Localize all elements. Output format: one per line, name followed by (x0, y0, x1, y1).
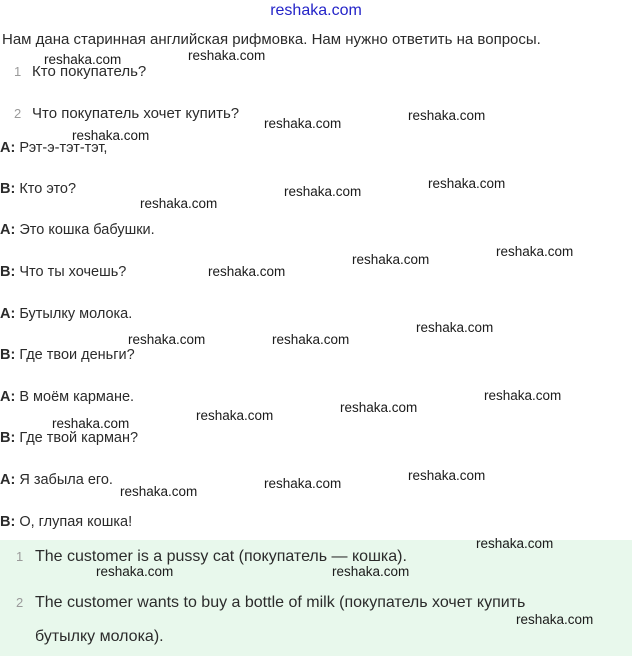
watermark: reshaka.com (52, 416, 130, 431)
dialogue-text: Рэт-э-тэт-тэт, (19, 140, 108, 156)
dialogue-text: Кто это? (19, 181, 77, 197)
watermark: reshaka.com (188, 48, 266, 63)
watermark: reshaka.com (196, 408, 274, 423)
speaker-label: A: (0, 306, 16, 322)
speaker-label: A: (0, 140, 16, 156)
speaker-label: B: (0, 264, 16, 280)
watermark: reshaka.com (484, 388, 562, 403)
question-number: 2 (14, 106, 22, 121)
question-number: 1 (14, 64, 22, 79)
answer-2 (16, 592, 626, 614)
dialogue-line (0, 220, 155, 240)
dialogue-text: В моём кармане. (19, 389, 135, 405)
question-text: Что покупатель хочет купить? (32, 105, 240, 122)
dialogue-line (0, 179, 76, 199)
answer-number: 1 (16, 549, 24, 564)
watermark: reshaka.com (352, 252, 430, 267)
watermark: reshaka.com (208, 264, 286, 279)
watermark: reshaka.com (516, 612, 594, 627)
question-2 (14, 104, 239, 124)
answer-2-continuation: бутылку молока). (35, 628, 164, 645)
intro-text: Нам дана старинная английская рифмовка. Нам нужно ответить на вопросы. (2, 31, 541, 48)
watermark: reshaka.com (408, 468, 486, 483)
dialogue-text: Я забыла его. (19, 472, 113, 488)
watermark: reshaka.com (332, 564, 410, 579)
speaker-label: B: (0, 430, 16, 446)
dialogue-line (0, 262, 126, 282)
watermark: reshaka.com (120, 484, 198, 499)
answer-text: The customer is a pussy cat (покупатель — кошка). (35, 548, 407, 565)
watermark: reshaka.com (428, 176, 506, 191)
watermark: reshaka.com (72, 128, 150, 143)
dialogue-text: Это кошка бабушки. (19, 222, 155, 238)
watermark: reshaka.com (140, 196, 218, 211)
watermark: reshaka.com (408, 108, 486, 123)
watermark: reshaka.com (44, 52, 122, 67)
speaker-label: B: (0, 181, 16, 197)
watermark: reshaka.com (96, 564, 174, 579)
speaker-label: A: (0, 389, 16, 405)
dialogue-line (0, 470, 113, 490)
site-title[interactable]: reshaka.com (270, 2, 362, 19)
speaker-label: A: (0, 472, 16, 488)
dialogue-text: Что ты хочешь? (19, 264, 127, 280)
dialogue-line (0, 387, 134, 407)
watermark: reshaka.com (496, 244, 574, 259)
question-text: Кто покупатель? (32, 63, 147, 80)
watermark: reshaka.com (272, 332, 350, 347)
dialogue-text: Бутылку молока. (19, 306, 133, 322)
watermark: reshaka.com (476, 536, 554, 551)
answers-panel (0, 540, 632, 656)
dialogue-line (0, 304, 132, 324)
answer-number: 2 (16, 595, 24, 610)
dialogue-text: Где твой карман? (19, 430, 139, 446)
dialogue-line (0, 345, 135, 365)
watermark: reshaka.com (284, 184, 362, 199)
speaker-label: B: (0, 514, 16, 530)
speaker-label: A: (0, 222, 16, 238)
dialogue-text: Где твои деньги? (19, 347, 135, 363)
watermark: reshaka.com (264, 476, 342, 491)
watermark: reshaka.com (416, 320, 494, 335)
answer-text: The customer wants to buy a bottle of milk (покупатель хочет купить (35, 594, 526, 611)
dialogue-text: О, глупая кошка! (19, 514, 133, 530)
watermark: reshaka.com (128, 332, 206, 347)
dialogue-line (0, 512, 132, 532)
watermark: reshaka.com (340, 400, 418, 415)
watermark: reshaka.com (264, 116, 342, 131)
speaker-label: B: (0, 347, 16, 363)
